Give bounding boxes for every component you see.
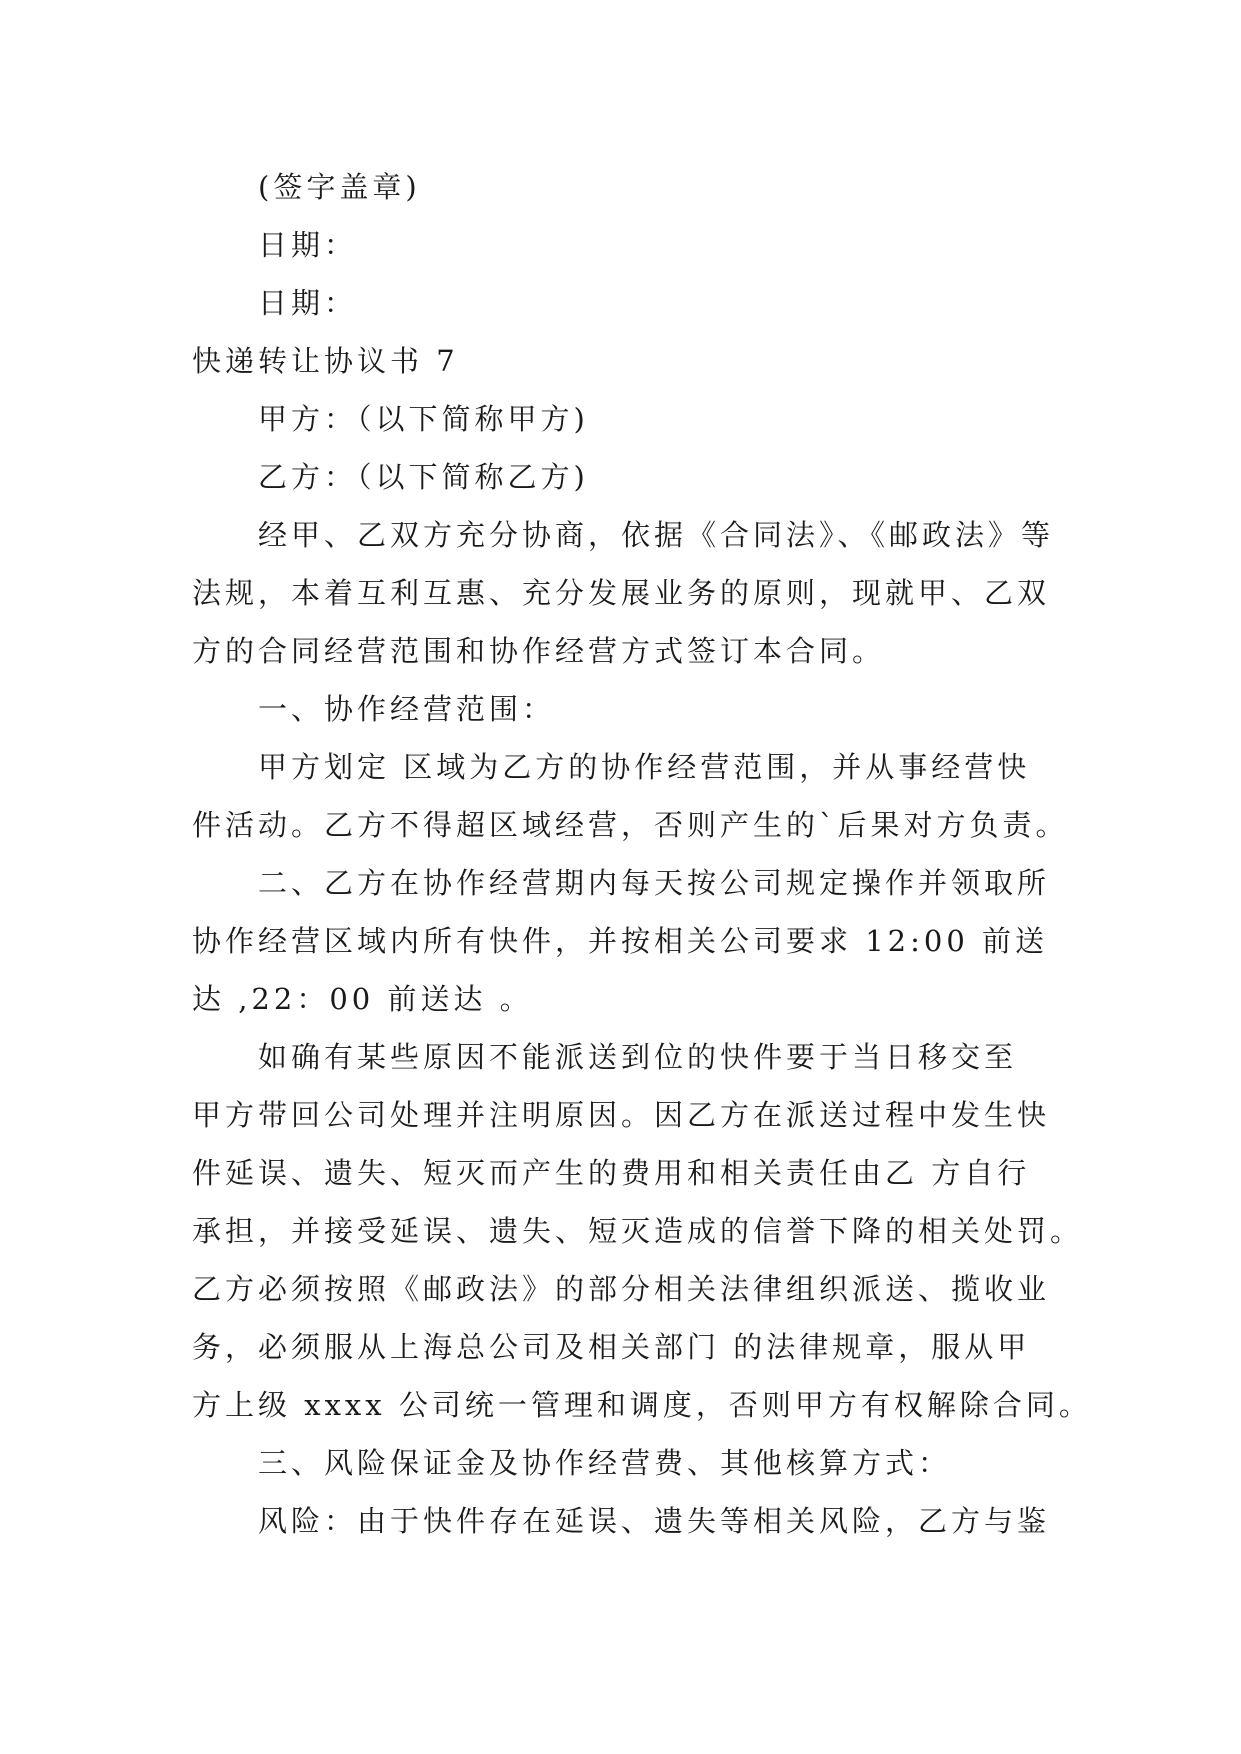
- paragraph-line: 风险：由于快件存在延误、遗失等相关风险，乙方与鉴: [258, 1504, 1051, 1538]
- section-heading: 三、风险保证金及协作经营费、其他核算方式：: [258, 1446, 952, 1480]
- paragraph-line: 件延误、遗失、短灭而产生的费用和相关责任由乙 方自行: [192, 1156, 1031, 1190]
- paragraph-line: 经甲、乙双方充分协商，依据《合同法》、《邮政法》等: [258, 518, 1055, 552]
- paragraph-line: 务，必须服从上海总公司及相关部门 的法律规章，服从甲: [192, 1330, 1031, 1364]
- date-line: 日期：: [258, 286, 358, 320]
- paragraph-line: 件活动。乙方不得超区域经营，否则产生的`后果对方负责。: [192, 808, 1069, 842]
- party-b-line: 乙方：（以下简称乙方): [258, 460, 589, 494]
- signature-seal-line: (签字盖章): [258, 170, 421, 204]
- paragraph-line: 方上级 xxxx 公司统一管理和调度，否则甲方有权解除合同。: [192, 1388, 1092, 1422]
- paragraph-line: 法规，本着互利互惠、充分发展业务的原则，现就甲、乙双: [192, 576, 1051, 610]
- party-a-line: 甲方：（以下简称甲方): [258, 402, 589, 436]
- paragraph-line: 甲方带回公司处理并注明原因。因乙方在派送过程中发生快: [192, 1098, 1051, 1132]
- paragraph-line: 乙方必须按照《邮政法》的部分相关法律组织派送、揽收业: [192, 1272, 1051, 1306]
- paragraph-line: 甲方划定 区域为乙方的协作经营范围，并从事经营快: [258, 750, 1031, 784]
- paragraph-line: 二、乙方在协作经营期内每天按公司规定操作并领取所: [258, 866, 1051, 900]
- document-page: [192, 158, 1092, 1550]
- paragraph-line: 承担，并接受延误、遗失、短灭造成的信誉下降的相关处罚。: [192, 1214, 1084, 1248]
- date-line: 日期：: [258, 228, 358, 262]
- paragraph-line: 协作经营区域内所有快件，并按相关公司要求 12:00 前送: [192, 924, 1049, 958]
- paragraph-line: 方的合同经营范围和协作经营方式签订本合同。: [192, 634, 886, 668]
- document-title: 快递转让协议书 7: [192, 344, 459, 378]
- paragraph-line: 达 ,22：00 前送达 。: [192, 982, 533, 1016]
- section-heading: 一、协作经营范围：: [258, 692, 556, 726]
- paragraph-line: 如确有某些原因不能派送到位的快件要于当日移交至: [258, 1040, 1018, 1074]
